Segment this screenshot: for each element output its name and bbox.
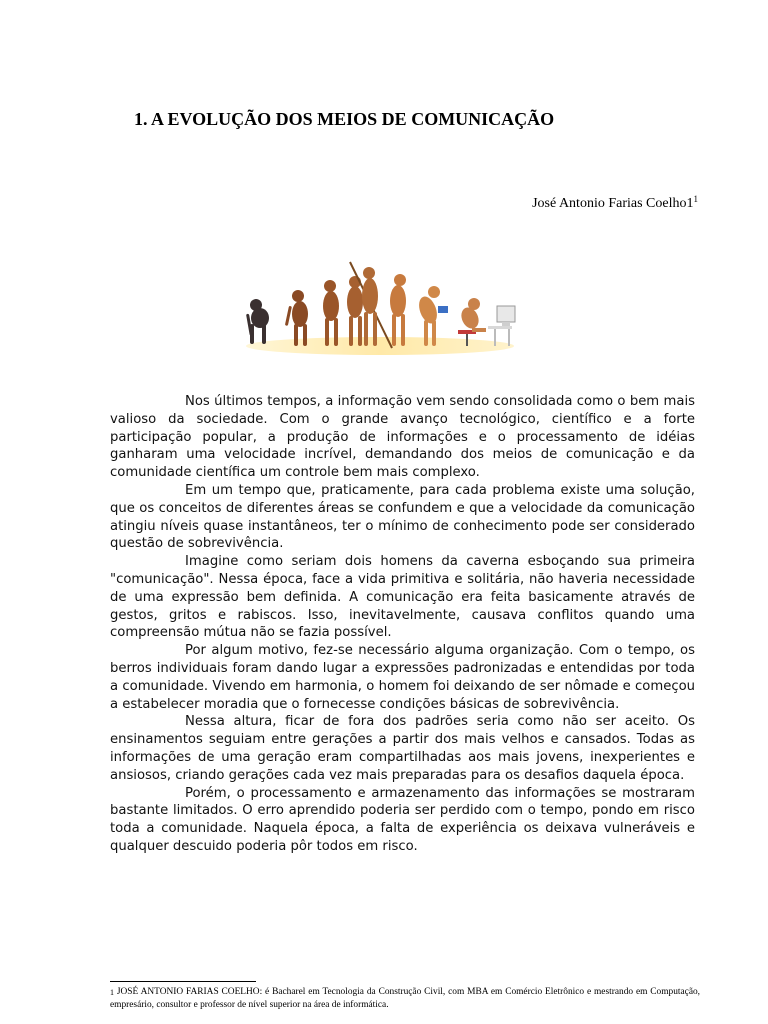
chapter-title: 1. A EVOLUÇÃO DOS MEIOS DE COMUNICAÇÃO (134, 109, 555, 129)
footnote-text: JOSÉ ANTONIO FARIAS COELHO: é Bacharel em Tecnologia da Construção Civil, com MBA em Comércio Eletrônico e mestrando em Computação, empresário, consultor e professor de nível superior na área de informática. (110, 987, 701, 1010)
paragraph: Nessa altura, ficar de fora dos padrões seria como não ser aceito. Os ensinamentos seguiam entre gerações a partir dos mais velhos e cansados. Todas as informações de uma geração eram compartilhadas aos mais jovens, inexperientes e ansiosos, criando gerações cada vez mais preparadas para os desafios daquela época. (110, 714, 695, 783)
author-footnote-mark: 1 (693, 194, 698, 204)
human-evolution-icon (242, 256, 518, 356)
footnote (110, 986, 700, 1012)
paragraph: Nos últimos tempos, a informação vem sendo consolidada como o bem mais valioso da sociedade. Com o grande avanço tecnológico, científico e a forte participação popular, a produção de informações e o processamento de idéias ganharam uma velocidade incrível, demandando dos meios de comunicação e da comunidade científica um controle bem mais complexo. (110, 394, 695, 481)
footnote-divider (110, 981, 256, 982)
footnote-mark: 1 (110, 988, 114, 997)
author-line (532, 196, 698, 212)
paragraph: Imagine como seriam dois homens da caverna esboçando sua primeira "comunicação". Nessa época, face a vida primitiva e solitária, não haveria necessidade de uma expressão bem definida. A comunicação era feita basicamente através de gestos, gritos e rabiscos. Isso, inevitavelmente, causava conflitos quando uma compreensão mútua não se fazia possível. (110, 554, 695, 641)
body-text (110, 393, 695, 856)
author-name: José Antonio Farias Coelho1 (532, 196, 694, 211)
paragraph: Porém, o processamento e armazenamento das informações se mostraram bastante limitados. O erro aprendido poderia ser perdido com o tempo, pondo em risco toda a comunidade. Naquela época, a falta de experiência os deixava vulneráveis e qualquer descuido poderia pôr todos em risco. (110, 785, 695, 854)
paragraph: Por algum motivo, fez-se necessário alguma organização. Com o tempo, os berros individuais foram dando lugar a expressões padronizadas e entendidas por toda a comunidade. Vivendo em harmonia, o homem foi deixando de ser nômade e começou a estabelecer moradia que o fornecesse condições básicas de sobrevivência. (110, 643, 695, 712)
paragraph: Em um tempo que, praticamente, para cada problema existe uma solução, que os conceitos de diferentes áreas se confundem e que a velocidade da comunicação atingiu níveis quase instantâneos, ter o mínimo de conhecimento pode ser considerado questão de sobrevivência. (110, 482, 695, 552)
